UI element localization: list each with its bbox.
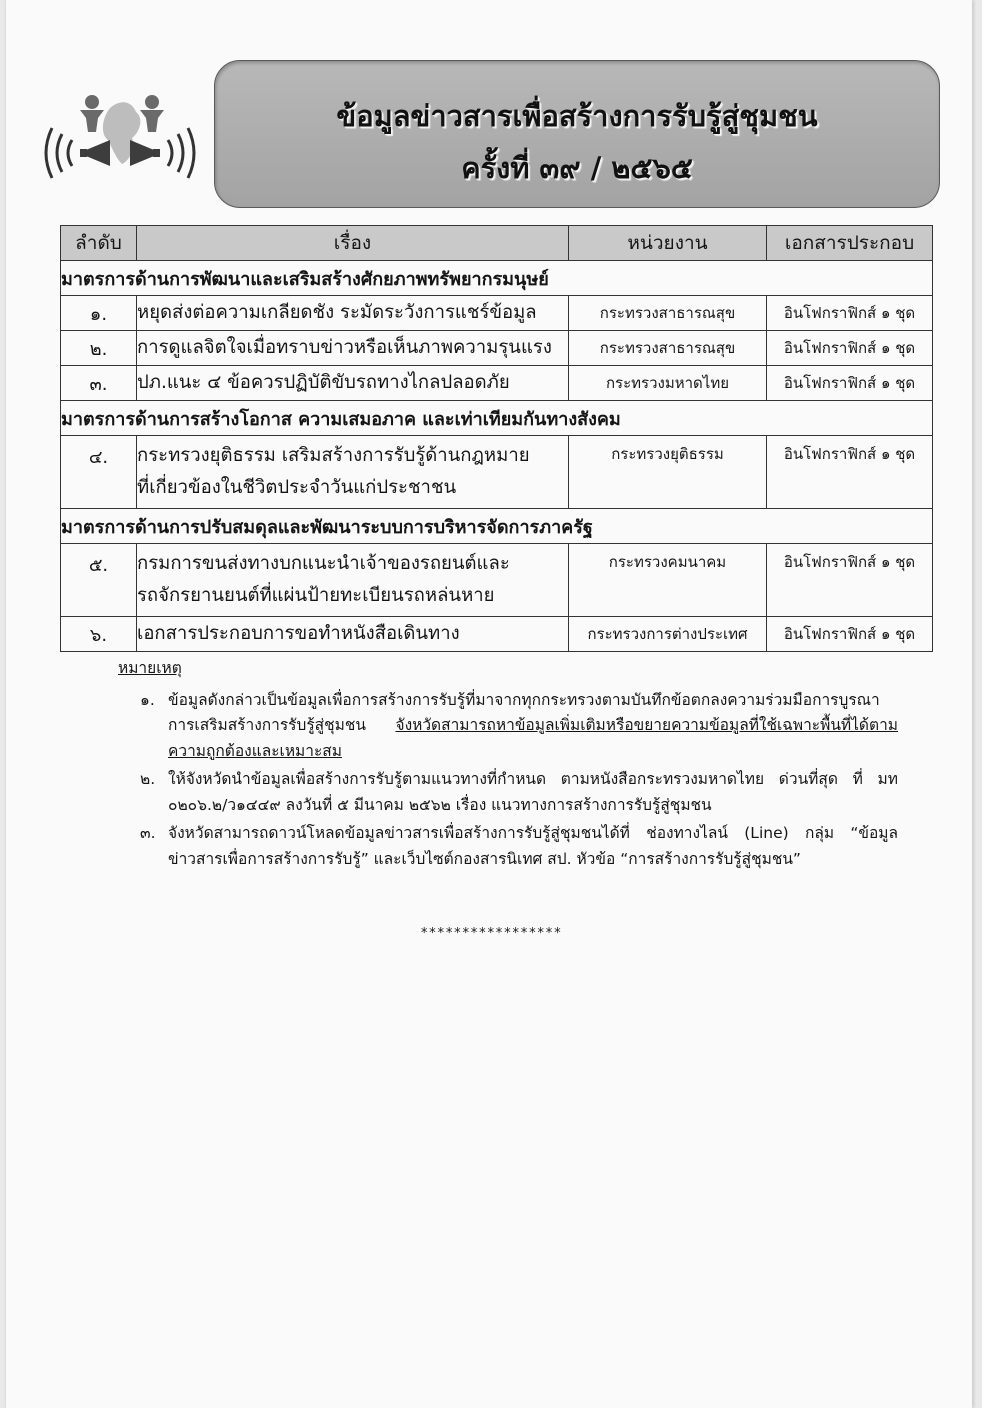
col-header-agency: หน่วยงาน	[569, 226, 767, 261]
row-agency: กระทรวงการต่างประเทศ	[569, 617, 767, 652]
row-agency: กระทรวงมหาดไทย	[569, 366, 767, 401]
note-text: ข้อมูลดังกล่าวเป็นข้อมูลเพื่อการสร้างการรับรู้ที่มาจากทุกกระทรวงตามบันทึกข้อตกลงความร่วมมือการบูรณาการเสริมสร้างการรับรู้สู่ชุมชน	[168, 690, 880, 734]
row-document: อินโฟกราฟิกส์ ๑ ชุด	[767, 331, 933, 366]
row-number: ๖.	[61, 617, 137, 652]
section-title: มาตรการด้านการปรับสมดุลและพัฒนาระบบการบริหารจัดการภาครัฐ	[61, 509, 933, 544]
table-row	[61, 331, 933, 366]
row-number: ๕.	[61, 544, 137, 617]
table-row	[61, 366, 933, 401]
page-title: ข้อมูลข่าวสารเพื่อสร้างการรับรู้สู่ชุมชน	[336, 99, 818, 133]
table-row	[61, 544, 933, 617]
row-number: ๔.	[61, 436, 137, 509]
note-number: ๒.	[140, 770, 156, 788]
row-document: อินโฟกราฟิกส์ ๑ ชุด	[767, 296, 933, 331]
table-row	[61, 436, 933, 509]
issue-number: ครั้งที่ ๓๙ / ๒๕๖๕	[461, 151, 693, 185]
note-number: ๑.	[140, 690, 155, 709]
row-topic: หยุดส่งต่อความเกลียดชัง ระมัดระวังการแชร์ข้อมูล	[137, 296, 569, 331]
row-topic	[137, 544, 569, 617]
section-row	[61, 401, 933, 436]
table-row	[61, 296, 933, 331]
row-topic-line1: กรมการขนส่งทางบกแนะนำเจ้าของรถยนต์และ	[137, 553, 510, 574]
row-topic-line2: ที่เกี่ยวข้องในชีวิตประจำวันแก่ประชาชน	[137, 477, 457, 498]
row-agency: กระทรวงคมนาคม	[569, 544, 767, 617]
row-topic: เอกสารประกอบการขอทำหนังสือเดินทาง	[137, 617, 569, 652]
row-document: อินโฟกราฟิกส์ ๑ ชุด	[767, 544, 933, 617]
table-row	[61, 617, 933, 652]
row-topic: ปภ.แนะ ๔ ข้อควรปฏิบัติขับรถทางไกลปลอดภัย	[137, 366, 569, 401]
row-topic	[137, 436, 569, 509]
section-title: มาตรการด้านการสร้างโอกาส ความเสมอภาค และเท่าเทียมกันทางสังคม	[61, 401, 933, 436]
row-topic-line2: รถจักรยานยนต์ที่แผ่นป้ายทะเบียนรถหล่นหาย	[137, 585, 495, 606]
note-item	[118, 767, 898, 818]
row-topic: การดูแลจิตใจเมื่อทราบข่าวหรือเห็นภาพความรุนแรง	[137, 331, 569, 366]
row-number: ๒.	[61, 331, 137, 366]
people-megaphone-logo-icon	[40, 88, 200, 188]
col-header-topic: เรื่อง	[137, 226, 569, 261]
notes-section	[118, 656, 898, 875]
col-header-number: ลำดับ	[61, 226, 137, 261]
table-header-row	[61, 226, 933, 261]
row-agency: กระทรวงสาธารณสุข	[569, 331, 767, 366]
row-document: อินโฟกราฟิกส์ ๑ ชุด	[767, 436, 933, 509]
note-text: จังหวัดสามารถดาวน์โหลดข้อมูลข่าวสารเพื่อสร้างการรับรู้สู่ชุมชนได้ที่ ช่องทางไลน์ (Line) กลุ่ม “ข้อมูลข่าวสารเพื่อการสร้างการรับรู้” และเว็บไซต์กองสารนิเทศ สป. หัวข้อ “การสร้างการรับรู้สู่ชุมชน”	[168, 824, 898, 868]
row-document: อินโฟกราฟิกส์ ๑ ชุด	[767, 366, 933, 401]
row-agency: กระทรวงยุติธรรม	[569, 436, 767, 509]
section-row	[61, 261, 933, 296]
note-underlined-text: จังหวัดสามารถหาข้อมูลเพิ่มเติมหรือขยายความข้อมูลที่ใช้เฉพาะพื้นที่ได้ตามความถูกต้องและเหมาะสม	[168, 716, 898, 760]
col-header-document: เอกสารประกอบ	[767, 226, 933, 261]
row-number: ๑.	[61, 296, 137, 331]
title-banner	[214, 60, 940, 208]
row-number: ๓.	[61, 366, 137, 401]
section-row	[61, 509, 933, 544]
note-item	[118, 821, 898, 872]
info-table	[60, 225, 933, 652]
note-text: ให้จังหวัดนำข้อมูลเพื่อสร้างการรับรู้ตามแนวทางที่กำหนด ตามหนังสือกระทรวงมหาดไทย ด่วนที่สุด ที่ มท ๐๒๐๖.๒/ว๑๔๔๙ ลงวันที่ ๕ มีนาคม ๒๕๖๒ เรื่อง แนวทางการสร้างการรับรู้สู่ชุมชน	[168, 770, 898, 814]
notes-title: หมายเหตุ	[118, 659, 182, 677]
row-agency: กระทรวงสาธารณสุข	[569, 296, 767, 331]
end-marker: *****************	[420, 926, 562, 941]
section-title: มาตรการด้านการพัฒนาและเสริมสร้างศักยภาพทรัพยากรมนุษย์	[61, 261, 933, 296]
note-item	[118, 688, 898, 765]
row-document: อินโฟกราฟิกส์ ๑ ชุด	[767, 617, 933, 652]
row-topic-line1: กระทรวงยุติธรรม เสริมสร้างการรับรู้ด้านกฎหมาย	[137, 445, 530, 466]
note-number: ๓.	[140, 824, 156, 842]
